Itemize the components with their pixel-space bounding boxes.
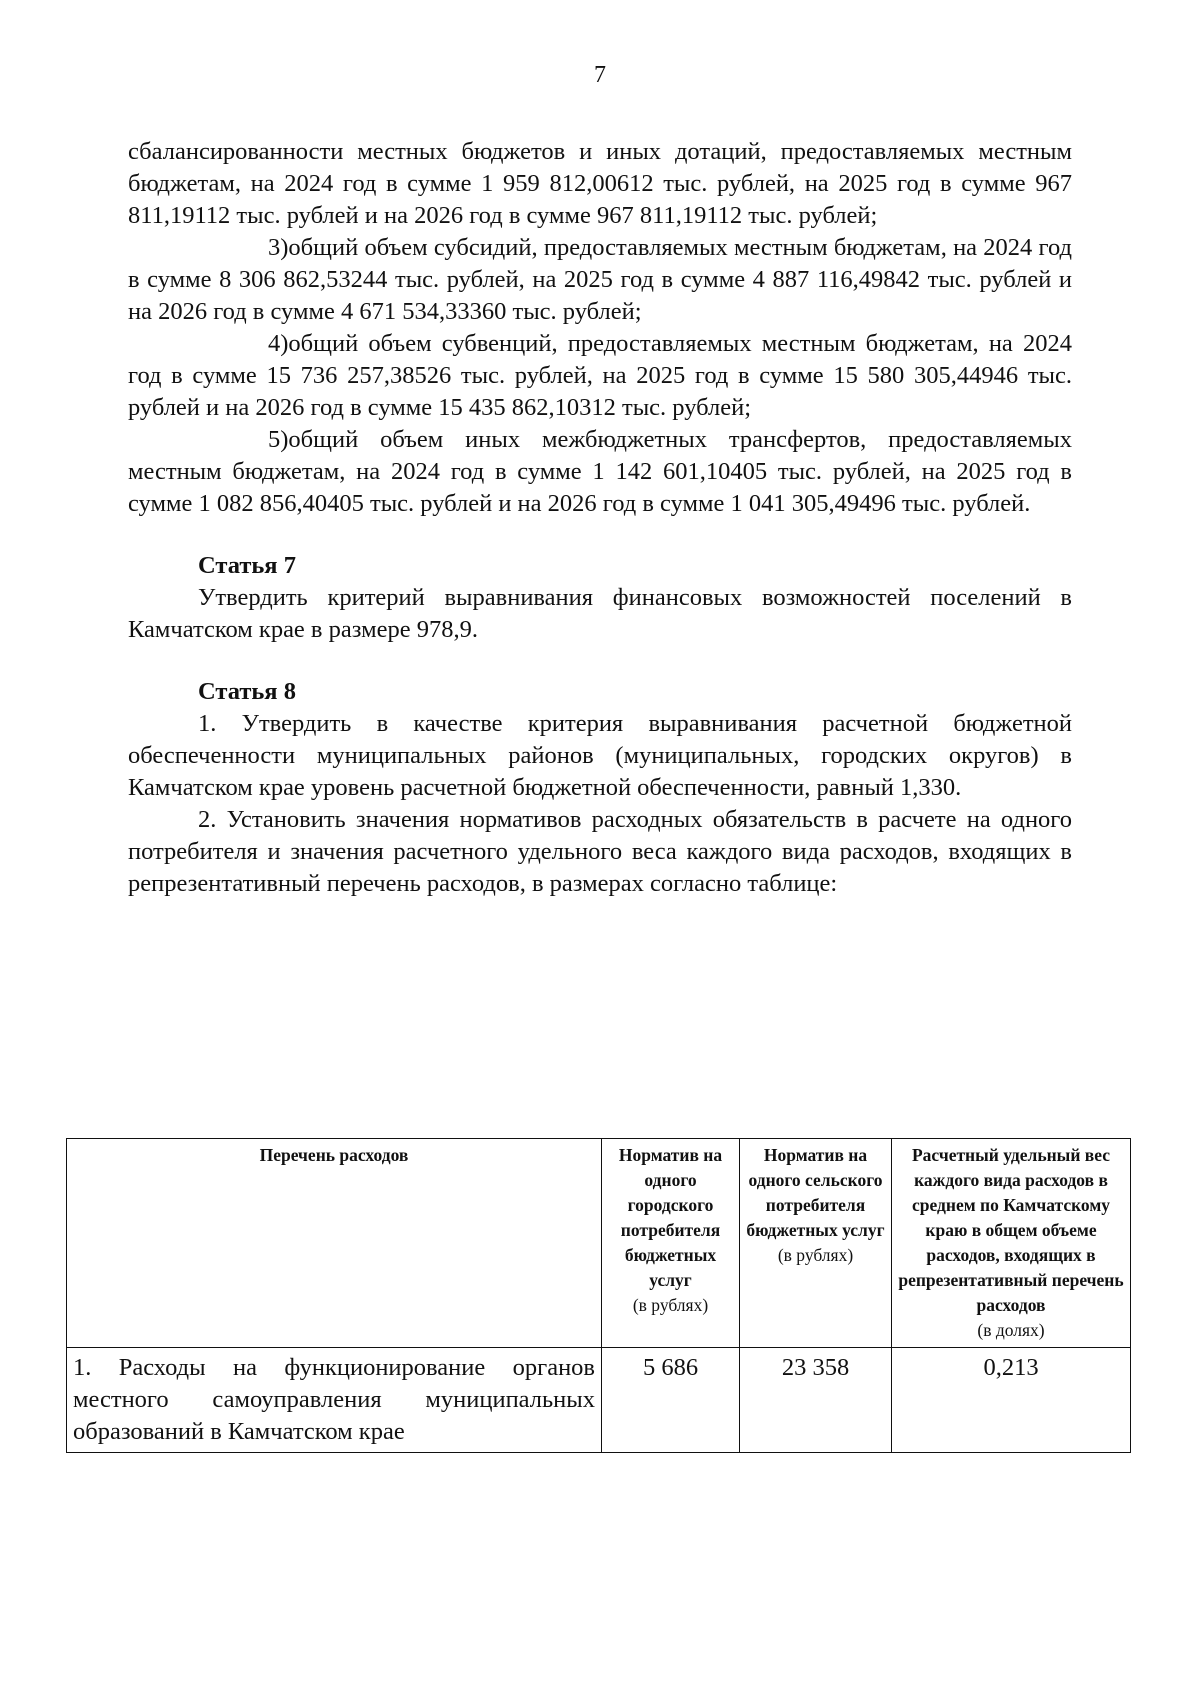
article-7-heading: Статья 7 — [198, 552, 296, 579]
table-cell-weight-share: 0,213 — [892, 1348, 1131, 1453]
column-header-text: Расчетный удельный вес каждого вида расходов в среднем по Камчатскому краю в общем объеме расходов, входящих в репрезентативный перечень расходов — [898, 1145, 1124, 1315]
article-8-point-2: 2. Установить значения нормативов расходных обязательств в расчете на одного потребителя и значения расчетного удельного веса каждого вида расходов, входящих в репрезентативный перечень расходов, в размерах согласно таблице: — [128, 806, 1072, 897]
page-number: 7 — [594, 62, 606, 88]
table-row — [67, 1348, 1131, 1453]
list-item-text: общий объем субсидий, предоставляемых местным бюджетам, на 2024 год в сумме 8 306 862,53244 тыс. рублей, на 2025 год в сумме 4 887 116,49842 тыс. рублей и на 2026 год в сумме 4 671 534,33360 тыс. рублей; — [128, 234, 1072, 325]
list-item-subsidies — [128, 232, 1072, 328]
column-header-text: Норматив на одного сельского потребителя бюджетных услуг — [746, 1145, 885, 1240]
article-8-heading: Статья 8 — [198, 678, 296, 705]
list-item-text: общий объем субвенций, предоставляемых местным бюджетам, на 2024 год в сумме 15 736 257,38526 тыс. рублей, на 2025 год в сумме 15 580 305,44946 тыс. рублей и на 2026 год в сумме 15 435 862,10312 тыс. рублей; — [128, 330, 1072, 421]
list-item-number: 5) — [268, 426, 289, 453]
table-cell-urban-norm: 5 686 — [602, 1348, 740, 1453]
list-item-other-transfers — [128, 424, 1072, 520]
table-header-row — [67, 1139, 1131, 1348]
column-header-unit: (в рублях) — [632, 1295, 709, 1315]
article-8-point-1: 1. Утвердить в качестве критерия выравнивания расчетной бюджетной обеспеченности муниципальных районов (муниципальных, городских округов) в Камчатском крае уровень расчетной бюджетной обеспеченности, равный 1,330. — [128, 710, 1072, 801]
article-7-text: Утвердить критерий выравнивания финансовых возможностей поселений в Камчатском крае в размере 978,9. — [128, 584, 1072, 643]
article-7 — [128, 550, 1072, 646]
norms-table — [66, 1138, 1131, 1453]
list-item-subventions — [128, 328, 1072, 424]
column-header-unit: (в рублях) — [777, 1245, 854, 1265]
document-body — [128, 136, 1072, 900]
column-header-expense-list — [67, 1139, 602, 1348]
column-header-weight-share — [892, 1139, 1131, 1348]
column-header-urban-norm — [602, 1139, 740, 1348]
column-header-text: Перечень расходов — [259, 1145, 409, 1165]
list-item-text: общий объем иных межбюджетных трансфертов, предоставляемых местным бюджетам, на 2024 год в сумме 1 142 601,10405 тыс. рублей, на 2025 год в сумме 1 082 856,40405 тыс. рублей и на 2026 год в сумме 1 041 305,49496 тыс. рублей. — [128, 426, 1072, 517]
paragraph-dotations-continuation: сбалансированности местных бюджетов и иных дотаций, предоставляемых местным бюджетам, на 2024 год в сумме 1 959 812,00612 тыс. рублей, на 2025 год в сумме 967 811,19112 тыс. рублей и на 2026 год в сумме 967 811,19112 тыс. рублей; — [128, 138, 1072, 229]
norms-table-container — [66, 1138, 1130, 1453]
column-header-unit: (в долях) — [977, 1320, 1045, 1340]
table-cell-expense: 1. Расходы на функционирование органов местного самоуправления муниципальных образований в Камчатском крае — [67, 1348, 602, 1453]
table-cell-rural-norm: 23 358 — [740, 1348, 892, 1453]
list-item-number: 3) — [268, 234, 289, 261]
column-header-rural-norm — [740, 1139, 892, 1348]
list-item-number: 4) — [268, 330, 289, 357]
article-8 — [128, 676, 1072, 900]
column-header-text: Норматив на одного городского потребителя бюджетных услуг — [618, 1145, 723, 1290]
